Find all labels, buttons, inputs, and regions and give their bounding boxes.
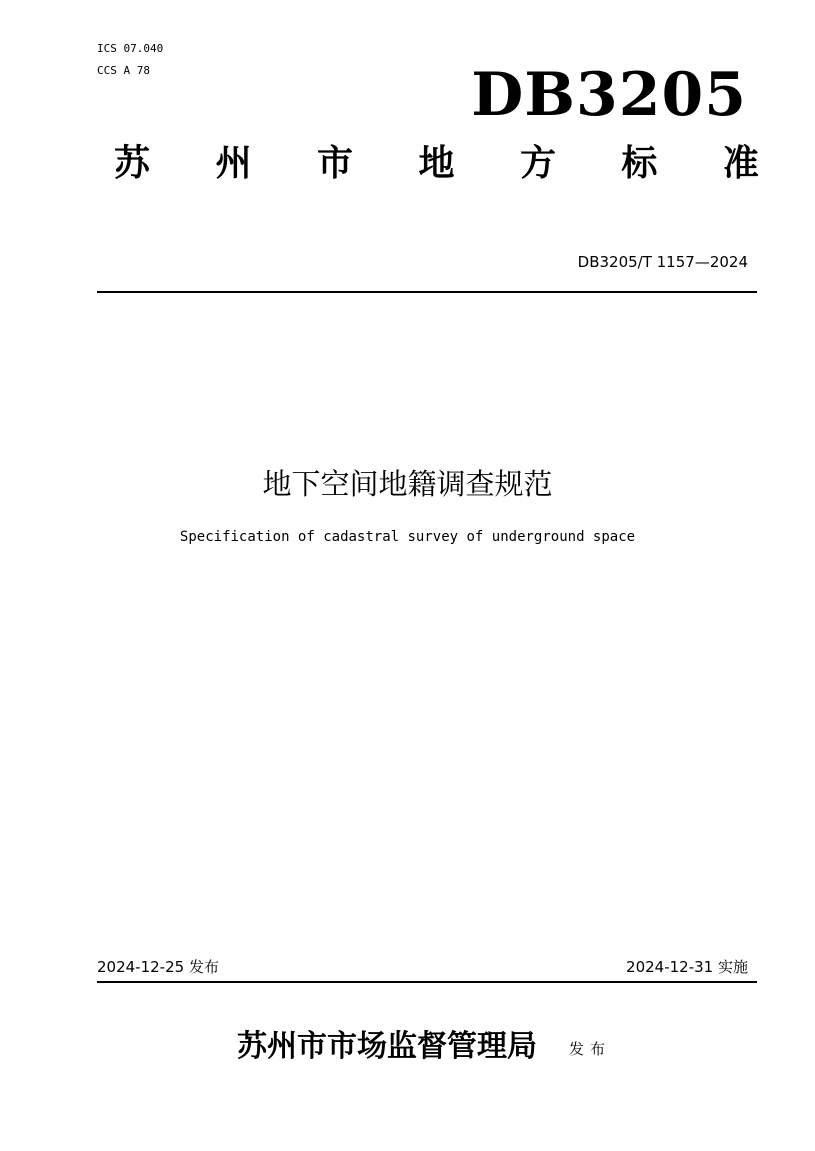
standard-code-large: DB3205: [471, 60, 747, 130]
standard-type-char: 标: [621, 142, 658, 184]
ccs-code: CCS A 78: [97, 64, 150, 77]
bottom-divider: [97, 981, 757, 983]
document-title-chinese: 地下空间地籍调查规范: [262, 467, 553, 501]
top-divider: [97, 291, 757, 293]
standard-number: DB3205/T 1157—2024: [577, 253, 748, 271]
issuing-label: 发布: [569, 1040, 612, 1058]
standard-type-char: 方: [519, 142, 556, 184]
standard-type-char: 苏: [114, 142, 151, 184]
standard-type-char: 准: [722, 142, 759, 184]
issuing-authority: 苏州市市场监督管理局: [237, 1029, 537, 1064]
document-title-english: Specification of cadastral survey of underground space: [179, 529, 636, 545]
standard-type-heading: [114, 138, 759, 188]
standard-type-char: 地: [418, 142, 455, 184]
ics-code: ICS 07.040: [97, 42, 164, 55]
implement-date: 2024-12-31 实施: [626, 958, 748, 976]
standard-type-char: 州: [215, 142, 252, 184]
standard-type-char: 市: [316, 142, 353, 184]
publish-date: 2024-12-25 发布: [97, 958, 219, 976]
